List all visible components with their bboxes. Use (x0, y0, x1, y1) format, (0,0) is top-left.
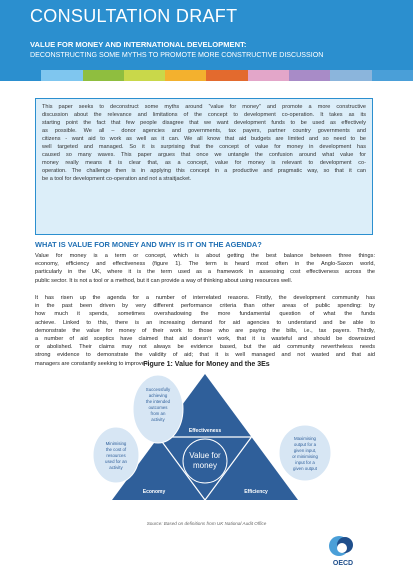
bubble-text-line: used for an (105, 459, 127, 464)
bubble-text-line: activity (109, 465, 123, 470)
figure-source: Source: Based on definitions from UK National Audit Office (146, 521, 267, 526)
color-stripe-5 (165, 70, 206, 81)
text-line: strong evidence to demonstrate the validity of aid; that it is well managed and not wasted and that aid (35, 352, 375, 359)
text-line: a number of aid sceptics have claimed that aid doesn’t work, that it is wasteful and should be downsized (35, 336, 375, 343)
text-line: This paper seeks to deconstruct some myths around “value for money” and promote a more constructive (42, 104, 366, 110)
color-stripe-10 (372, 70, 413, 81)
center-label-line2: money (192, 461, 218, 470)
document-title: VALUE FOR MONEY AND INTERNATIONAL DEVELOPMENT: (30, 40, 247, 49)
efficiency-label: Efficiency (244, 489, 268, 495)
text-line: Value for money is a term or concept, which is about getting the best balance between three things: (35, 253, 375, 259)
paragraph-1 (35, 252, 375, 285)
section-heading: WHAT IS VALUE FOR MONEY AND WHY IS IT ON THE AGENDA? (35, 240, 262, 249)
bubble-text-line: Minimising (105, 441, 127, 446)
color-stripe-8 (289, 70, 330, 81)
text-line: public sector. It is not a tool or a method, but it can provide a way of thinking about using resources well. (35, 277, 293, 284)
oecd-logo (325, 533, 361, 569)
bubble-efficiency (279, 425, 331, 481)
bubble-text-line: from an (150, 411, 166, 416)
text-line: operation. The challenge then is in applying this concept in a productive and pragmatic way, so that it can (42, 168, 366, 174)
bubble-text-line: input for a (295, 460, 315, 465)
text-line: achieve. Linked to this, there is an increasing demand for aid agencies to understand and be able to (35, 319, 375, 326)
bubble-text-line: activity (151, 417, 165, 422)
paragraph-2 (35, 294, 375, 368)
text-line: citizens - want aid to work as well as it can. We all know that aid budgets are limited and so need to be (42, 136, 366, 142)
text-line: caused so many waves. This paper argues that once we untangle the confusion around what value for (42, 152, 366, 158)
figure-title: Figure 1: Value for Money and the 3Es (143, 361, 270, 368)
oecd-logo-text: OECD (332, 560, 354, 567)
text-line: well targeted and managed. So it is surprising that the concept of value for money in development has (42, 144, 366, 150)
text-line: particularly in the UK, where it is the term used as a framework in assessing cost effectiveness across the (35, 269, 375, 276)
bubble-text-line: achieving (148, 393, 168, 398)
center-label-line1: Value for (189, 451, 221, 460)
bubble-text-line: given output (293, 466, 317, 471)
header-banner (0, 0, 413, 70)
bubble-text-line: the cost of (105, 447, 127, 452)
document-status-title: CONSULTATION DRAFT (30, 6, 238, 26)
text-line: demonstrate the value for money of their work to those who are paying the bills, i.e., tax payers. Thirdly, (35, 327, 375, 334)
bubble-text-line: output for a (293, 442, 317, 447)
text-line: in the past been driven by very different performance criteria than other areas of public spending: by (35, 303, 375, 310)
color-stripe-bar (0, 70, 413, 81)
color-stripe-7 (248, 70, 289, 81)
bubble-text-line: the intended (145, 399, 171, 404)
color-stripe-1 (0, 70, 41, 81)
value-for-money-diagram (50, 372, 360, 520)
text-line: be a tool for development co-operation and not a straitjacket. (42, 176, 192, 182)
text-line: money really means it is clear that, as a concept, value for money is relevant to development co- (42, 160, 366, 166)
bubble-text-line: outcomes (148, 405, 168, 410)
bubble-text-line: resources (106, 453, 126, 458)
text-line: discussion about the relevance and limitations of the concept to development co-operation. It takes as its (42, 112, 366, 118)
bubble-text-line: Successfully (145, 387, 171, 392)
text-line: as possible. We all – donor agencies and governments, tax payers, partner country governments and (42, 128, 366, 134)
bubble-text-line: or minimising (292, 454, 318, 459)
bubble-text-line: Maximising (294, 436, 316, 441)
document-subtitle: DECONSTRUCTING SOME MYTHS TO PROMOTE MORE CONSTRUCTIVE DISCUSSION (30, 51, 324, 59)
text-line: or abolished. Their claims may not always be evidence based, but the aid community nevertheless needs (35, 344, 375, 351)
bubble-text-line: given input, (293, 448, 317, 453)
bubble-efficiency-text (292, 436, 318, 471)
color-stripe-9 (330, 70, 371, 81)
effectiveness-label: Effectiveness (188, 428, 222, 434)
text-line: managers are constantly seeking to improve it. (35, 360, 151, 367)
color-stripe-3 (83, 70, 124, 81)
color-stripe-4 (124, 70, 165, 81)
abstract-box (35, 98, 373, 235)
economy-label: Economy (142, 489, 166, 495)
color-stripe-6 (206, 70, 247, 81)
text-line: economy, efficiency and effectiveness (figure 1). The term is heard most often in the Anglo-Saxon world, (35, 261, 375, 268)
color-stripe-2 (41, 70, 82, 81)
text-line: It has risen up the agenda for a number of interrelated reasons. Firstly, the development community has (35, 295, 375, 301)
text-line: starting point the fact that few people disagree that we want development funds to be used as effectively (42, 120, 366, 126)
text-line: how much it spends, sometimes overshadowing the more fundamental question of what the funds (35, 311, 375, 318)
